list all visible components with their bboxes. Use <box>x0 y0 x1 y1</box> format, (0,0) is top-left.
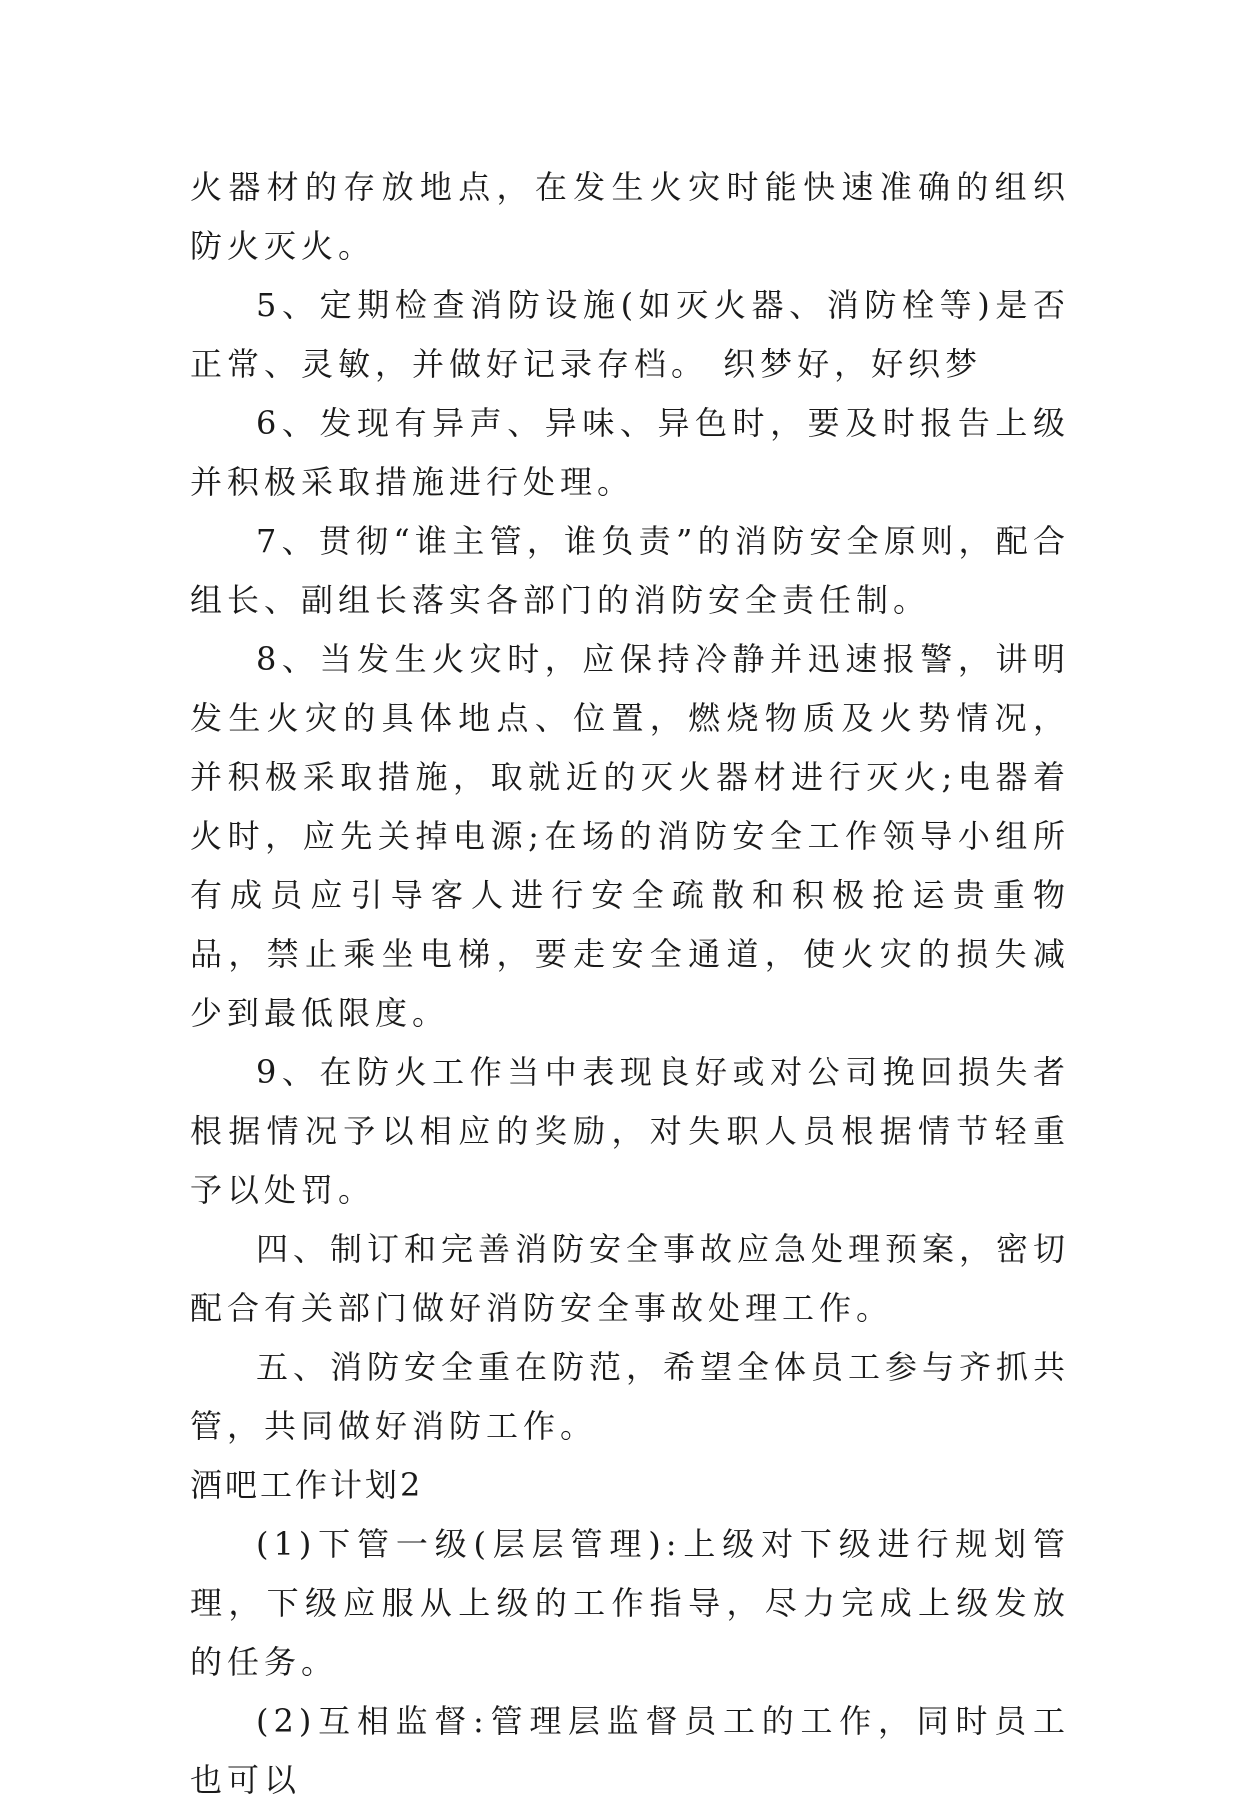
paragraph-item-7: 7、贯彻“谁主管，谁负责”的消防安全原则，配合组长、副组长落实各部门的消防安全责任制。 <box>190 522 1070 619</box>
paragraph-section-4: 四、制订和完善消防安全事故应急处理预案，密切配合有关部门做好消防安全事故处理工作。 <box>190 1230 1071 1327</box>
paragraph-item-6: 6、发现有异声、异味、异色时，要及时报告上级并积极采取措施进行处理。 <box>190 404 1070 501</box>
document-body <box>190 158 1070 1810</box>
paragraph-section-5: 五、消防安全重在防范，希望全体员工参与齐抓共管，共同做好消防工作。 <box>190 1348 1071 1445</box>
paragraph-rule-2: (2)互相监督:管理层监督员工的工作，同时员工也可以 <box>190 1702 1070 1799</box>
paragraph-item-8: 8、当发生火灾时，应保持冷静并迅速报警，讲明发生火灾的具体地点、位置，燃烧物质及火势情况，并积极采取措施，取就近的灭火器材进行灭火;电器着火时，应先关掉电源;在场的消防安全工作领导小组所有成员应引导客人进行安全疏散和积极抢运贵重物品，禁止乘坐电梯，要走安全通道，使火灾的损失减少到最低限度。 <box>190 640 1070 1032</box>
paragraph-item-9: 9、在防火工作当中表现良好或对公司挽回损失者根据情况予以相应的奖励，对失职人员根据情节轻重予以处罚。 <box>190 1053 1070 1209</box>
paragraph-item-5: 5、定期检查消防设施(如灭火器、消防栓等)是否正常、灵敏，并做好记录存档。 织梦好，好织梦 <box>190 286 1070 383</box>
paragraph-rule-1: (1)下管一级(层层管理):上级对下级进行规划管理，下级应服从上级的工作指导，尽力完成上级发放的任务。 <box>190 1525 1070 1681</box>
section-title: 酒吧工作计划2 <box>190 1466 424 1504</box>
paragraph-continuation: 火器材的存放地点，在发生火灾时能快速准确的组织防火灭火。 <box>190 168 1070 265</box>
